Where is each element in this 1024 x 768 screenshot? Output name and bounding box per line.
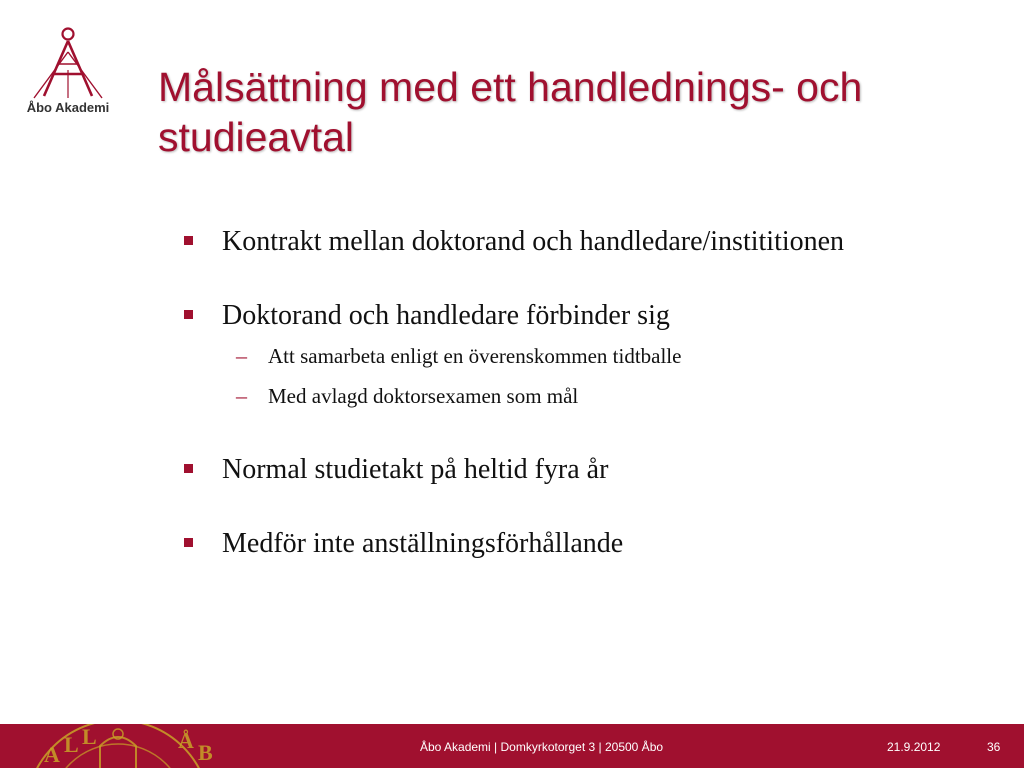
- square-bullet-icon: [184, 310, 193, 319]
- logo-label: Åbo Akademi: [26, 100, 110, 115]
- bullet-text: Normal studietakt på heltid fyra år: [222, 454, 609, 485]
- bullet-list: [184, 222, 984, 564]
- seal-letter: A: [44, 742, 60, 767]
- sub-bullet-text: Att samarbeta enligt en överenskommen tidtballe: [268, 344, 682, 368]
- seal-letter: L: [82, 724, 97, 749]
- sub-bullet-text: Med avlagd doktorsexamen som mål: [268, 384, 579, 408]
- bullet-item: [184, 450, 984, 490]
- bullet-text: Doktorand och handledare förbinder sig: [222, 300, 670, 331]
- square-bullet-icon: [184, 464, 193, 473]
- square-bullet-icon: [184, 538, 193, 547]
- seal-letter: L: [64, 732, 79, 757]
- slide-number: 36: [987, 740, 1001, 754]
- university-seal-icon: [0, 724, 250, 768]
- square-bullet-icon: [184, 236, 193, 245]
- bullet-item: [184, 296, 984, 336]
- bullet-item: [184, 222, 984, 262]
- bullet-item: [184, 524, 984, 564]
- seal-letter: Å: [178, 728, 194, 753]
- sub-bullet-item: [184, 380, 984, 412]
- page-title: Målsättning med ett handlednings- och studieavtal: [158, 64, 863, 160]
- footer-bar: [0, 724, 1024, 768]
- abo-akademi-emblem-icon: [26, 26, 110, 100]
- bullet-text: Medför inte anställningsförhållande: [222, 528, 624, 559]
- dash-bullet-icon: –: [236, 383, 247, 408]
- sub-bullet-item: [184, 340, 984, 372]
- footer-address: Åbo Akademi | Domkyrkotorget 3 | 20500 Åbo: [420, 740, 664, 754]
- dash-bullet-icon: –: [236, 343, 247, 368]
- bullet-text: Kontrakt mellan doktorand och handledare/instititionen: [222, 226, 845, 257]
- abo-akademi-logo: [18, 26, 118, 118]
- seal-letter: B: [198, 740, 213, 765]
- footer-date: 21.9.2012: [887, 740, 941, 754]
